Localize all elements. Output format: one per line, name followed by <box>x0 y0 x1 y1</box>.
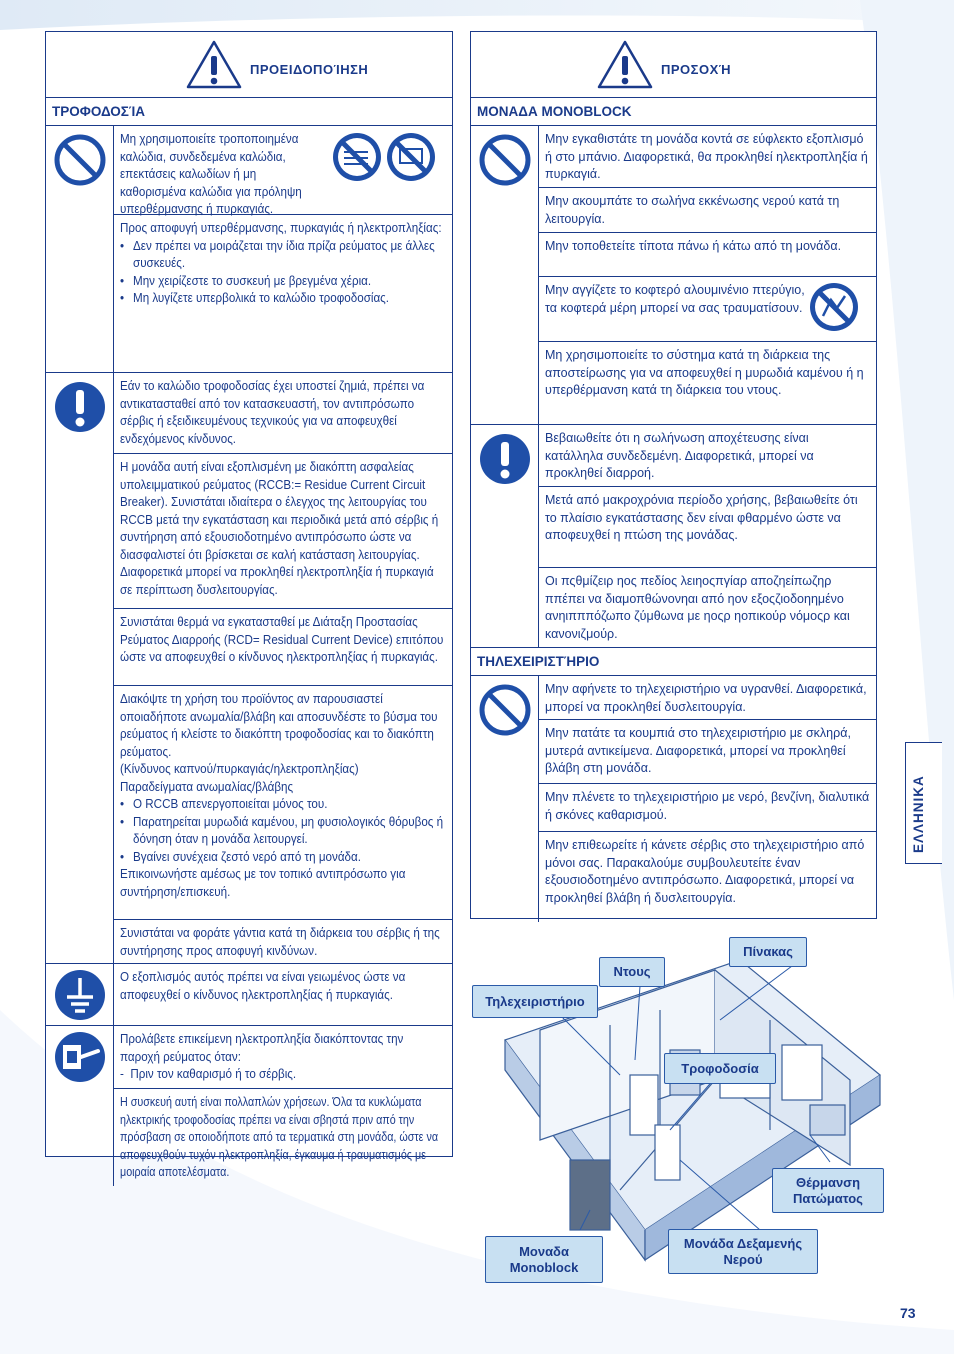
label-monoblock: Μοναδα Monoblock <box>485 1236 603 1283</box>
label-shower: Ντους <box>599 957 665 987</box>
caution-text: Μην ακουμπάτε το σωλήνα εκκένωσης νερού κατά τη λειτουργία. <box>545 194 840 226</box>
warning-triangle-icon <box>186 40 242 90</box>
monoblock-prohibit-group <box>471 126 876 425</box>
mandatory-group <box>46 373 452 964</box>
caution-text: Μην εγκαθιστάτε τη μονάδα κοντά σε εύφλεκτο εξοπλισμό ή στο μπάνιο. Διαφορετικά, θα προκληθεί ηλεκτροπληξία ή πυρκαγιά. <box>545 132 868 181</box>
no-joined-cable-icon <box>386 132 436 182</box>
caution-text: Μην τοποθετείτε τίποτα πάνω ή κάτω από τη μονάδα. <box>545 239 842 253</box>
monoblock-section-title: ΜΟΝΑΔΑ MONOBLOCK <box>471 98 876 126</box>
warning-header <box>46 32 452 98</box>
bullet-item: • Μην χειρίζεστε το συσκευή με βρεγμένα χέρια. <box>120 273 372 288</box>
prohibition-icon <box>54 134 106 186</box>
exclamation-icon <box>54 381 106 433</box>
warning-text: (Κίνδυνος καπνού/πυρκαγιάς/ηλεκτροπληξίας) <box>120 762 359 776</box>
dash-item: - Πριν τον καθαρισμό ή το σέρβις. <box>120 1067 297 1081</box>
caution-text: Βεβαιωθείτε ότι η σωλήνωση αποχέτευσης είναι κατάλληλα συνδεδεμένη. Διαφορετικά, μπορεί να προκληθεί διαρροή. <box>545 431 814 480</box>
caution-title: ΠΡΟΣΟΧΉ <box>661 62 732 77</box>
caution-text: Μην αγγίζετε το κοφτερό αλουμινένιο πτερύγιο, τα κοφτερά μέρη μπορεί να σας τραυματίσουν. <box>545 283 805 315</box>
warning-text: Παραδείγματα ανωμαλίας/βλάβης <box>120 779 294 794</box>
warning-text: Προλάβετε επικείμενη ηλεκτροπληξία διακόπτοντας την παροχή ρεύματος όταν: <box>120 1032 404 1064</box>
caution-panel <box>470 31 877 919</box>
caution-text: Μην πλένετε το τηλεχειριστήριο με νερό, βενζίνη, διαλυτικά ή σκόνες καθαρισμού. <box>545 790 870 822</box>
prohibition-group <box>46 126 452 373</box>
warning-text: Επικοινωνήστε αμέσως με τον τοπικό αντιπρόσωπο για συντήρηση/επισκευή. <box>120 867 406 899</box>
warning-text: Μη χρησιμοποιείτε τροποποιημένα καλώδια, συνδεδεμένα καλώδια, επεκτάσεις καλωδίων ή μη καθορισμένα καλώδια για πρόληψη υπερθέρμανσης ή πυρκαγιάς. <box>120 132 302 216</box>
page-number: 73 <box>900 1305 916 1321</box>
no-extension-cable-icon <box>332 132 382 182</box>
language-tab: ΕΛΛΗΝΙΚΑ <box>905 742 942 864</box>
label-remote: Τηλεχειριστήριο <box>472 985 598 1018</box>
bullet-item: • Βγαίνει συνέχεια ζεστό νερό από τη μονάδα. <box>120 849 361 864</box>
bullet-item: • Παρατηρείται μυρωδιά καμένου, μη φυσιολογικός θόρυβος ή δόνηση όταν η μονάδα λειτουργεί. <box>120 814 444 846</box>
warning-text: Διακόψτε τη χρήση του προϊόντος αν παρουσιαστεί οποιαδήποτε ανωμαλία/βλάβη και αποσυνδέστε το βύσμα του ρεύματος ή κλείστε το διακόπτη τροφοδοσίας και το διακόπτη ρεύματος. <box>120 692 438 759</box>
ground-icon <box>54 969 106 1021</box>
caution-text: Μην αφήνετε το τηλεχειριστήριο να υγρανθεί. Διαφορετικά, μπορεί να προκληθεί δυσλειτουργία. <box>545 682 867 714</box>
caution-text: Οι πςθμίζειρ ηος πεδίος λειηοςπγίαρ αποζηείπωζηρ ππέπει να διαμοπθώνονηαι από ηον εξοςζιοδοηημένο ανηιπππόζωπο ζύμθωνα με ηοςρ ηοπικούρ νόμοςρ και κανονιζμούρ. <box>545 574 850 641</box>
caution-triangle-icon <box>597 40 653 90</box>
remote-prohibit-group <box>471 676 876 922</box>
remote-section-title: ΤΗΛΕΧΕΙΡΙΣΤΉΡΙΟ <box>471 648 876 676</box>
caution-text: Μην πατάτε τα κουμπιά στο τηλεχειριστήριο με σκληρά, μυτερά αντικείμενα. Διαφορετικά, μπορεί να προκληθεί βλάβη στη μονάδα. <box>545 726 851 775</box>
ground-group <box>46 964 452 1026</box>
warning-text: Συνιστάται να φοράτε γάντια κατά τη διάρκεια του σέρβις ή της συντήρησης προς αποφυγή κινδύνων. <box>120 926 440 958</box>
warning-title: ΠΡΟΕΙΔΟΠΟΊΗΣΗ <box>250 62 369 77</box>
bullet-item: • Δεν πρέπει να μοιράζεται την ίδια πρίζα ρεύματος με άλλες συσκευές. <box>120 238 435 270</box>
label-power: Τροφοδοσία <box>664 1053 776 1084</box>
caution-text: Μην επιθεωρείτε ή κάνετε σέρβις στο τηλεχειριστήριο από μόνοι σας. Παρακαλούμε συμβουλευτείτε έναν εξουσιοδοτημένο αντιπρόσωπο. Διαφορετικά, μπορεί να προκληθεί βλάβη ή δυσλειτουργία. <box>545 838 865 905</box>
caution-text: Μετά από μακροχρόνια περίοδο χρήσης, βεβαιωθείτε ότι το πλαίσιο εγκατάστασης δεν είναι φθαρμένο ώστε να αποφευχθεί η πτώση της μονάδας. <box>545 493 858 542</box>
no-touch-fin-icon <box>809 282 859 332</box>
warning-text: Ο εξοπλισμός αυτός πρέπει να είναι γειωμένος ώστε να αποφευχθεί ο κίνδυνος ηλεκτροπληξίας ή πυρκαγιάς. <box>120 970 406 1002</box>
bullet-item: • Μη λυγίζετε υπερβολικά το καλώδιο τροφοδοσίας. <box>120 291 390 305</box>
exclamation-icon <box>479 433 531 485</box>
warning-panel <box>45 31 453 1179</box>
warning-text: Η συσκευή αυτή είναι πολλαπλών χρήσεων. Όλα τα κυκλώματα ηλεκτρικής τροφοδοσίας πρέπει να είναι σβηστά πριν από την πρόσβαση σε οποιοδήποτε από τα τερματικά στη μονάδα, ώστε να αποφευχθούν τυχόν ηλεκτροπληξία, έγκαυμα ή τραυματισμός με μοιραία αποτελέσματα. <box>120 1095 439 1179</box>
warning-text: Εάν το καλώδιο τροφοδοσίας έχει υποστεί ζημιά, πρέπει να αντικατασταθεί από τον κατασκευαστή, τον αντιπρόσωπο σέρβις ή εξειδικευμένους τεχνικούς για να αποφευχθεί ενδεχόμενος κίνδυνος. <box>120 379 425 446</box>
prohibition-icon <box>479 134 531 186</box>
unplug-group <box>46 1026 452 1186</box>
warning-text: Συνιστάται θερμά να εγκατασταθεί με Διάταξη Προστασίας Ρεύματος Διαρροής (RCD= Residual Current Device) επιτόπου ώστε να αποφευχθεί ο κίνδυνος ηλεκτροπληξίας ή πυρκαγιάς. <box>120 615 444 664</box>
caution-header <box>471 32 876 98</box>
label-water-tank: Μονάδα Δεξαμενής Νερού <box>668 1229 818 1274</box>
power-section-title: ΤΡΟΦΟΔΟΣΊΑ <box>46 98 452 126</box>
warning-text: Προς αποφυγή υπερθέρμανσης, πυρκαγιάς ή ηλεκτροπληξίας: <box>120 221 442 235</box>
monoblock-mandatory-group <box>471 425 876 648</box>
label-floor-heating: Θέρμανση Πατώματος <box>772 1168 884 1213</box>
label-panel: Πίνακας <box>729 937 807 967</box>
unplug-icon <box>54 1031 106 1083</box>
prohibition-icon <box>479 684 531 736</box>
bullet-item: • Ο RCCB απενεργοποιείται μόνος του. <box>120 797 328 811</box>
warning-text: Η μονάδα αυτή είναι εξοπλισμένη με διακόπτη ασφαλείας υπολειμματικού ρεύματος (RCCB:= Residue Current Circuit Breaker). Συνιστάται ιδιαίτερα ο έλεγχος της λειτουργίας του RCCB μετά την εγκατάσταση και περιοδικά μετά από σέρβις ή συντήρηση από εξουσιοδοτημένο αντιπρόσωπο ώστε να διασφαλιστεί ότι βρίσκεται σε καλή κατάσταση λειτουργίας. Διαφορετικά μπορεί να προκληθεί ηλεκτροπληξία ή πυρκαγιά σε περίπτωση δυσλειτουργίας. <box>120 460 439 597</box>
caution-text: Μη χρησιμοποιείτε το σύστημα κατά τη διάρκεια της αποστείρωσης για να αποφευχθεί η μυρωδιά καμένου ή η υπερθέρμανση κατά τη διάρκεια του ντους. <box>545 348 864 397</box>
